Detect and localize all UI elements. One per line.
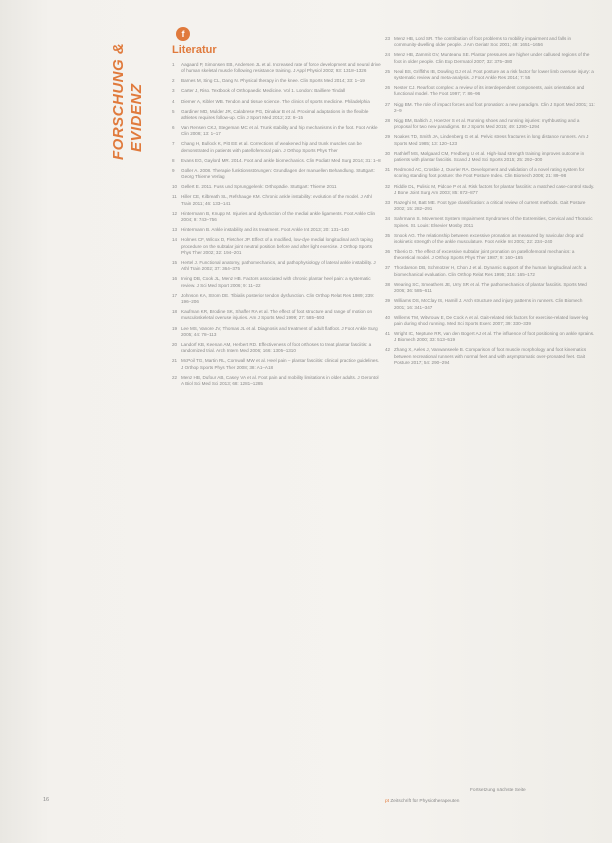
reference-number: 42 <box>385 347 391 353</box>
reference-item <box>172 227 382 233</box>
section-logo-icon: f <box>176 27 190 41</box>
reference-text: Zhang X, Aeles J, Vanwanseele B. Comparison of foot muscle morphology and foot kinematics between recreational runners with normal feet and with asymptomatic over-pronated feet. Gait Posture 2017; 54: 290–294 <box>394 347 587 366</box>
reference-item <box>172 358 382 371</box>
reference-number: 12 <box>172 210 178 216</box>
reference-number: 38 <box>385 281 391 287</box>
reference-text: Snook AG. The relationship between excessive pronation as measured by navicular drop and isokinetic strength of the ankle musculature. Foot Ankle Int 2001; 22: 234–240 <box>394 232 584 244</box>
reference-item <box>385 184 595 197</box>
reference-text: Hintermann B, Knupp M. Injuries and dysfunction of the medial ankle ligaments. Foot Ankle Clin 2004; 9: 743–756 <box>181 210 376 223</box>
reference-text: Wearing SC, Smeathers JE, Urry SR et al. The pathomechanics of plantar fasciitis. Sports Med 2006; 36: 585–611 <box>394 281 587 294</box>
reference-text: Van Rensen CKJ, Stegeman MC et al. Trunk stability and hip mechanisms in the foot. Foot Ankle Clin 2008; 13: 1–17 <box>181 125 378 137</box>
reference-item <box>385 69 595 82</box>
reference-number: 13 <box>172 227 178 233</box>
reference-text: Razeghi M, Batt ME. Foot type classification: a critical review of current methods. Gait Posture 2002; 15: 282–291 <box>394 199 586 212</box>
reference-number: 39 <box>385 298 391 304</box>
reference-item <box>385 102 595 115</box>
reference-item <box>385 347 595 366</box>
reference-text: Sahrmann S. Movement System Impairment Syndromes of the Extremities, Cervical and Thoracic Spines. St. Louis: Elsevier Mosby 2011 <box>394 216 593 228</box>
reference-number: 33 <box>385 199 391 205</box>
reference-number: 23 <box>385 36 391 41</box>
reference-text: Menz HB, Lord SR. The contribution of foot problems to mobility impairment and falls in community-dwelling older people. J Am Geriatr Soc 2001; 49: 1651–1656 <box>394 36 572 48</box>
reference-text: Gellert E. 2011. Fuss und Sprunggelenk: Orthopädie. Stuttgart: Thieme 2011 <box>181 184 337 190</box>
reference-text: Neal BS, Griffiths IB, Dowling GJ et al. Foot posture as a risk factor for lower limb overuse injury: a systematic review and meta-analysis. J Foot Ankle Res 2014; 7: 55 <box>394 68 594 81</box>
reference-text: Holmes CF, Wilcox D, Fletcher JP. Effect of a modified, low-dye medial longitudinal arch taping procedure on the subtalar joint neutral position before and after light exercise. J Orthop Sports Phys Ther 2002; 32: 194–201 <box>181 237 373 255</box>
reference-number: 10 <box>172 184 178 190</box>
reference-number: 18 <box>172 309 178 315</box>
reference-number: 21 <box>172 358 178 364</box>
reference-number: 20 <box>172 341 178 347</box>
reference-number: 14 <box>172 237 178 243</box>
section-side-label <box>108 30 148 160</box>
reference-text: Chang H, Bullock K, Pitt EE et al. Corrections of weakened hip and trunk muscles can be demonstrated in patients with patellofemoral pain. J Orthop Sports Phys Ther <box>181 141 362 153</box>
reference-item <box>385 151 595 164</box>
reference-item <box>172 109 382 122</box>
reference-number: 17 <box>172 292 178 298</box>
reference-text: Evans EG, Gaylord MR. 2014. Foot and ankle biomechanics. Clin Podiatr Med Surg 2014; 31: 1–8 <box>181 157 381 163</box>
reference-text: Goller A. 2008. Therapie funktionsstörungen: Grundlagen der manuellen Behandlung. Stuttgart: Georg Thieme Verlag <box>181 167 375 180</box>
reference-item <box>385 315 595 328</box>
reference-item <box>172 62 382 75</box>
literature-heading: Literatur <box>172 44 217 56</box>
reference-number: 16 <box>172 276 178 282</box>
reference-text: Hertel J. Functional anatomy, pathomechanics, and pathophysiology of lateral ankle instability. J Athl Train 2002; 37: 364–375 <box>181 259 376 272</box>
reference-list-right <box>385 36 595 370</box>
reference-text: Menz HB, Dufour AB, Casey VA et al. Foot pain and mobility limitations in older adults. J Gerontol A Biol Sci Med Sci 2013; 68: 1281–1285 <box>181 374 379 387</box>
reference-item <box>172 276 382 289</box>
reference-text: Barnes M, Sing CL, Dang N. Physical therapy in the knee. Clin Sports Med 2014; 33: 1–19 <box>181 78 365 84</box>
reference-item <box>172 194 382 207</box>
reference-text: Diemer A, Kibler WB. Tendon and tissue science. The clinics of sports medicine. Philadelphia <box>181 98 370 104</box>
reference-number: 27 <box>385 101 391 107</box>
reference-item <box>385 134 595 147</box>
reference-text: Hiller CE, Kilbreath SL, Refshauge KM. Chronic ankle instability: evolution of the model. J Athl Train 2011; 46: 133–141 <box>181 194 372 206</box>
reference-text: Gardiner MD, Mulder JR, Calabrese PG, Dinakar B et al. Proximal adaptations in the flexible athletes requires follow-up. Clin J Sport Med 2012; 22: 8–15 <box>181 108 369 120</box>
reference-number: 37 <box>385 265 391 271</box>
reference-text: Menz HB, Zammit GV, Munteanu SE. Plantar pressures are higher under callused regions of the foot in older people. Clin Exp Dermatol 2007; 32: 375–380 <box>394 52 590 64</box>
reference-number: 11 <box>172 194 177 200</box>
section-label-line1: FORSCHUNG & <box>110 42 127 160</box>
reference-text: Riddle DL, Pulisic M, Pidcoe P et al. Risk factors for plantar fasciitis: a matched case-control study. J Bone Joint Surg Am 2003; 85: 872–877 <box>394 183 595 195</box>
reference-number: 24 <box>385 52 391 58</box>
reference-text: Nigg BM. The role of impact forces and foot pronation: a new paradigm. Clin J Sport Med 2001; 11: 2–9 <box>394 101 595 113</box>
reference-number: 19 <box>172 325 178 331</box>
reference-number: 25 <box>385 68 391 74</box>
reference-item <box>385 167 595 180</box>
section-label-line2: EVIDENZ <box>128 83 145 152</box>
reference-item <box>385 36 595 49</box>
reference-text: Williams DS, McClay IS, Hamill J. Arch structure and injury patterns in runners. Clin Biomech 2001; 16: 341–347 <box>394 298 583 310</box>
reference-text: Nester CJ. Rearfoot complex: a review of its interdependent components, axis orientation and functional model. The Foot 1997; 7: 86–96 <box>394 85 585 97</box>
reference-item <box>385 52 595 65</box>
reference-item <box>172 88 382 94</box>
reference-item <box>385 216 595 229</box>
reference-item <box>385 118 595 131</box>
reference-item <box>385 265 595 278</box>
reference-item <box>172 309 382 322</box>
reference-item <box>385 249 595 262</box>
reference-text: Aagaard P, Simonsen EB, Andersen JL et al. Increased rate of force development and neural drive of human skeletal muscle following resistance training. J Appl Physiol 2002; 93: 1318–1326 <box>181 62 381 74</box>
reference-item <box>172 237 382 256</box>
reference-text: Carter J, Riso. Textbook of Orthopaedic Medicine. Vol 1. London: Bailliere Tindall <box>181 88 346 94</box>
reference-text: McPoil TG, Martin RL, Cornwall MW et al. Heel pain – plantar fasciitis: clinical practice guidelines. J Orthop Sports Phys Ther 2008; 38: A1–A18 <box>181 358 380 370</box>
reference-number: 7 <box>172 141 175 147</box>
continuation-note: Fortsetzung nächste Seite <box>470 788 526 793</box>
reference-text: Nigg BM, Baltich J, Hoerzer S et al. Running shoes and running injuries: mythbusting and a proposal for two new paradigms. Br J Sports Med 2015; 49: 1290–1294 <box>394 117 580 130</box>
reference-number: 22 <box>172 374 178 380</box>
reference-text: Hintermann B. Ankle instability and its treatment. Foot Ankle Int 2013; 20: 131–140 <box>181 227 349 233</box>
reference-number: 26 <box>385 85 391 91</box>
reference-number: 1 <box>172 62 175 67</box>
reference-text: Johnson KA, Strom DE. Tibialis posterior tendon dysfunction. Clin Orthop Relat Res 1989; 239: 196–206 <box>181 292 375 305</box>
reference-item <box>172 158 382 164</box>
reference-number: 6 <box>172 125 175 131</box>
reference-text: Irving DB, Cook JL, Menz HB. Factors associated with chronic plantar heel pain: a systematic review. J Sci Med Sport 2006; 9: 11–22 <box>181 276 371 288</box>
reference-list-left <box>172 62 382 391</box>
reference-text: Landorf KB, Keenan AM, Herbert RD. Effectiveness of foot orthoses to treat plantar fasciitis: a randomized trial. Arch Intern Med 2006; 166: 1305–1310 <box>181 341 372 354</box>
journal-brand: pt <box>385 799 390 804</box>
reference-item <box>172 326 382 339</box>
reference-text: Tiberio D. The effect of excessive subtalar joint pronation on patellofemoral mechanics: a theoretical model. J Orthop Sports Phys Ther 1987; 9: 160–165 <box>394 249 575 261</box>
reference-number: 28 <box>385 117 391 123</box>
reference-text: Lee MS, Vanore JV, Thomas JL et al. Diagnosis and treatment of adult flatfoot. J Foot Ankle Surg 2005; 44: 78–113 <box>181 325 378 337</box>
reference-number: 4 <box>172 98 175 104</box>
journal-name: Zeitschrift für Physiotherapeuten <box>389 799 460 804</box>
journal-footer <box>385 799 459 804</box>
reference-item <box>172 211 382 224</box>
reference-item <box>385 282 595 295</box>
reference-number: 32 <box>385 183 391 189</box>
reference-item <box>385 85 595 98</box>
reference-item <box>172 375 382 388</box>
reference-item <box>385 233 595 246</box>
reference-number: 36 <box>385 249 391 255</box>
reference-item <box>385 331 595 344</box>
reference-number: 5 <box>172 108 175 114</box>
reference-number: 34 <box>385 216 391 222</box>
reference-number: 41 <box>385 331 391 337</box>
reference-text: Redmond AC, Crosbie J, Ouvrier RA. Development and validation of a novel rating system for scoring standing foot posture: the Foot Posture Index. Clin Biomech 2006; 21: 89–98 <box>394 167 585 179</box>
reference-text: Noakes TD, Smith JA, Lindenberg G et al. Pelvic stress fractures in long distance runners. Am J Sports Med 1985; 13: 120–123 <box>394 134 589 146</box>
reference-number: 3 <box>172 88 175 94</box>
reference-item <box>172 293 382 306</box>
reference-number: 35 <box>385 232 391 238</box>
reference-item <box>172 141 382 154</box>
reference-text: Willems TM, Witvrouw E, De Cock A et al. Gait-related risk factors for exercise-related lower-leg pain during shod running. Med Sci Sports Exerc 2007; 39: 330–339 <box>394 314 589 326</box>
reference-text: Thordarson DB, Schmotzer H, Chon J et al. Dynamic support of the human longitudinal arch: a biomechanical evaluation. Clin Orthop Relat Res 1995; 316: 165–172 <box>394 265 587 277</box>
reference-item <box>172 99 382 105</box>
reference-text: Kaufman KR, Brodine SK, Shaffer RA et al. The effect of foot structure and range of motion on musculoskeletal overuse injuries. Am J Sports Med 1999; 27: 585–593 <box>181 309 373 321</box>
reference-number: 31 <box>385 167 391 173</box>
reference-number: 15 <box>172 259 178 265</box>
reference-item <box>172 125 382 138</box>
reference-number: 2 <box>172 78 175 84</box>
reference-number: 8 <box>172 157 175 163</box>
reference-text: Rathleff MS, Mølgaard CM, Fredberg U et al. High-load strength training improves outcome in patients with plantar fasciitis. Scand J Med Sci Sports 2015; 25: 292–300 <box>394 150 585 163</box>
page-number: 16 <box>43 797 50 803</box>
reference-item <box>172 260 382 273</box>
reference-number: 40 <box>385 314 391 320</box>
reference-number: 9 <box>172 167 175 173</box>
reference-item <box>172 342 382 355</box>
reference-number: 30 <box>385 150 391 156</box>
reference-item <box>172 168 382 181</box>
reference-number: 29 <box>385 134 391 140</box>
reference-item <box>385 200 595 213</box>
reference-item <box>385 298 595 311</box>
reference-item <box>172 78 382 84</box>
reference-text: Wright IC, Neptune RR, van den Bogert AJ et al. The influence of foot positioning on ankle sprains. J Biomech 2000; 33: 513–519 <box>394 331 595 343</box>
reference-item <box>172 184 382 190</box>
